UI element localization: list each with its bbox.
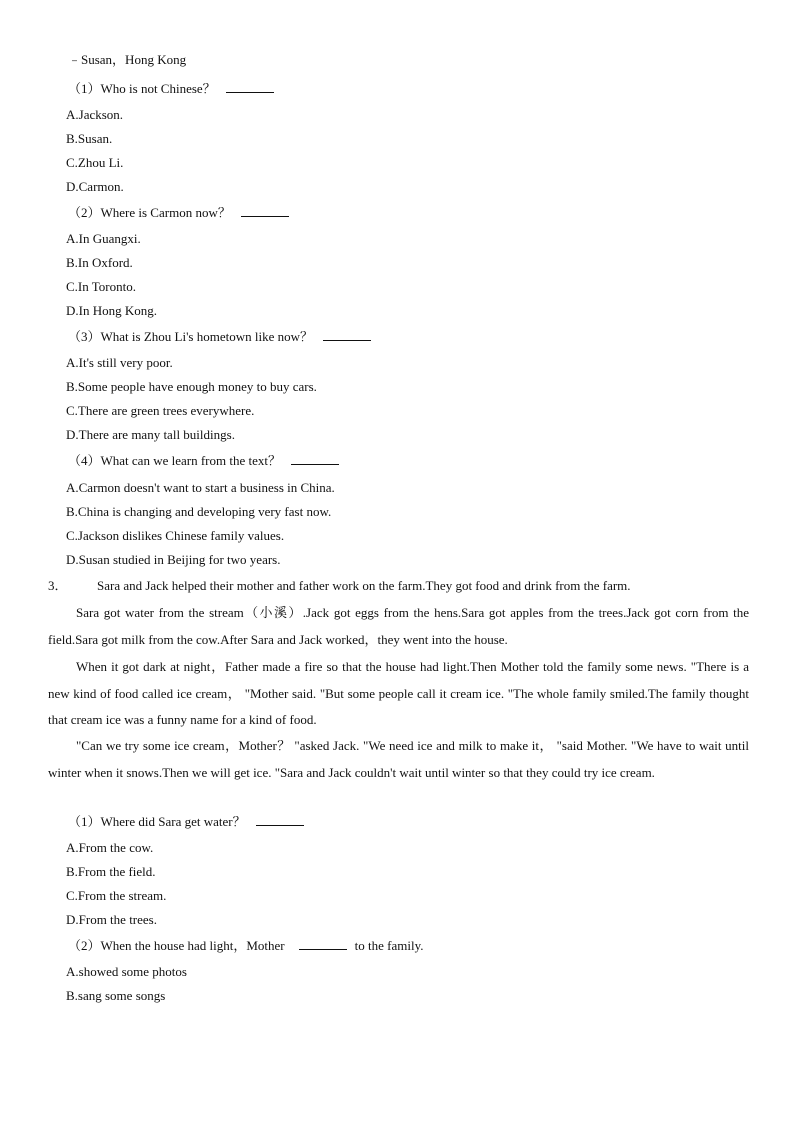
q2-sub1-text: （1）Who is not Chinese？ [68, 81, 216, 96]
q3-sub2-text-after: to the family. [354, 938, 424, 953]
intro-line: ﹣Susan，Hong Kong [68, 52, 187, 67]
q2-sub2-option-c: C.In Toronto. [66, 279, 136, 294]
q3-sub2-option-a: A.showed some photos [66, 964, 187, 979]
q3-sub2-question [68, 938, 423, 954]
q2-sub3-option-b: B.Some people have enough money to buy cars. [66, 379, 317, 394]
q2-sub2-option-d: D.In Hong Kong. [66, 303, 157, 318]
q3-paragraph-1: Sara got water from the stream（小溪）.Jack got eggs from the hens.Sara got apples from the trees.Jack got corn from the field.Sara got milk from the cow.After Sara and Jack worked，they went into the house. [48, 605, 749, 647]
answer-blank [256, 815, 304, 826]
q3-sub1-option-a: A.From the cow. [66, 840, 154, 855]
answer-blank [323, 330, 371, 341]
q2-sub4-option-b: B.China is changing and developing very fast now. [66, 504, 332, 519]
q2-sub4-question [68, 453, 339, 469]
q2-sub3-option-c: C.There are green trees everywhere. [66, 403, 255, 418]
q3-sub1-question [68, 814, 304, 830]
q2-sub3-option-d: D.There are many tall buildings. [66, 427, 235, 442]
q3-paragraph-3: "Can we try some ice cream，Mother？ "asked Jack. "We need ice and milk to make it， "said Mother. "We have to wait until winter when it snows.Then we will get ice. "Sara and Jack couldn't wait until winter so that they could try ice cream. [48, 738, 749, 780]
q2-sub4-text: （4）What can we learn from the text？ [68, 453, 281, 468]
q2-sub2-question [68, 205, 289, 221]
q3-sub2-text-before: （2）When the house had light，Mother [68, 938, 285, 953]
q2-sub1-option-d: D.Carmon. [66, 179, 124, 194]
q2-sub3-text: （3）What is Zhou Li's hometown like now？ [68, 329, 313, 344]
q3-first-line [48, 578, 631, 594]
q2-sub3-option-a: A.It's still very poor. [66, 355, 173, 370]
q3-sub2-option-b: B.sang some songs [66, 988, 166, 1003]
q2-sub1-option-a: A.Jackson. [66, 107, 124, 122]
answer-blank [291, 454, 339, 465]
q3-sub1-option-b: B.From the field. [66, 864, 156, 879]
answer-blank [226, 82, 274, 93]
q2-sub2-text: （2）Where is Carmon now？ [68, 205, 231, 220]
q2-sub2-option-b: B.In Oxford. [66, 255, 133, 270]
q2-sub2-option-a: A.In Guangxi. [66, 231, 141, 246]
q2-sub1-question [68, 81, 274, 97]
q3-sub1-text: （1）Where did Sara get water？ [68, 814, 246, 829]
q3-sub1-option-c: C.From the stream. [66, 888, 167, 903]
q3-paragraph-2: When it got dark at night，Father made a fire so that the house had light.Then Mother told the family some news. "There is a new kind of food called ice cream， "Mother said. "But some people call it cream ice. "The whole family smiled.The family thought that cream ice was a funny name for a kind of food. [48, 659, 749, 727]
q2-sub4-option-a: A.Carmon doesn't want to start a business in China. [66, 480, 335, 495]
q3-sub1-option-d: D.From the trees. [66, 912, 157, 927]
answer-blank [299, 939, 347, 950]
q2-sub3-question [68, 329, 371, 345]
answer-blank [241, 206, 289, 217]
q2-sub1-option-c: C.Zhou Li. [66, 155, 124, 170]
q2-sub1-option-b: B.Susan. [66, 131, 113, 146]
q2-sub4-option-c: C.Jackson dislikes Chinese family values. [66, 528, 285, 543]
q3-number: 3． [48, 578, 68, 593]
q2-sub4-option-d: D.Susan studied in Beijing for two years. [66, 552, 281, 567]
q3-first-line-text: Sara and Jack helped their mother and father work on the farm.They got food and drink from the farm. [97, 578, 631, 593]
